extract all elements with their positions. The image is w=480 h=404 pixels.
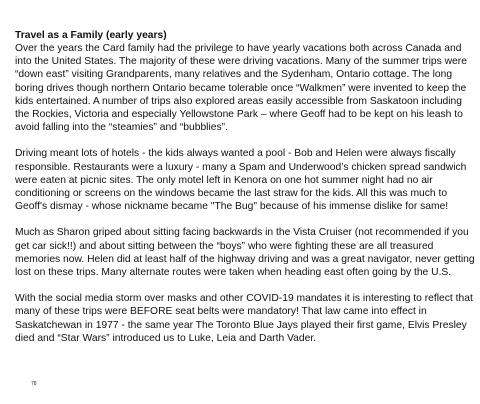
text-line: “down east” visiting Grandparents, many relatives and the Sydenham, Ontario cottage. The long (15, 69, 453, 81)
text-line: lost on these trips. Many alternate routes were taken when heading east often going by the U.S. (15, 267, 452, 279)
paragraph-1 (15, 42, 475, 134)
paragraph-3 (15, 226, 475, 279)
text-line: Saskatchewan in 1977 - the same year The Toronto Blue Jays played their first game, Elvis Presley (15, 319, 467, 331)
text-line: With the social media storm over masks and other COVID-19 mandates it is interesting to reflect that (15, 293, 473, 305)
text-line: died and “Star Wars” introduced us to Luke, Leia and Darth Vader. (15, 332, 317, 344)
section-heading: Travel as a Family (early years) (15, 30, 167, 41)
text-line: many of these trips were BEFORE seat belts were mandatory! That law came into effect in (15, 306, 427, 318)
text-line: Driving meant lots of hotels - the kids always wanted a pool - Bob and Helen were always fiscally (15, 148, 456, 160)
paragraph-4 (15, 292, 475, 345)
paragraph-2 (15, 147, 475, 213)
text-line: memories now. Helen did at least half of the highway driving and was a great navigator, never getting (15, 253, 475, 265)
text-line: into the United States. The majority of these were driving vacations. Many of the summer trips were (15, 56, 467, 68)
text-line: responsible. Restaurants were a luxury - many a Spam and Underwood’s chicken spread sandwich (15, 161, 467, 173)
text-line: were eaten at picnic sites. The only motel left in Kenora on one hot summer night had no air (15, 174, 433, 186)
text-line: boring drives though northern Ontario became tolerable once “Walkmen” were invented to keep the (15, 82, 467, 94)
text-line: get car sick!!) and about sitting between the “boys” who were fighting these are all treasured (15, 240, 434, 252)
text-line: the Rockies, Victoria and especially Yellowstone Park – where Geoff had to be kept on his leash to (15, 109, 463, 121)
text-line: Geoff's dismay - whose nickname became "The Bug" because of his immense dislike for same! (15, 201, 449, 213)
text-line: kids entertained. A number of trips also explored areas easily accessible from Saskatoon including (15, 95, 463, 107)
page-number: 78 (31, 381, 37, 387)
text-line: Over the years the Card family had the privilege to have yearly vacations both across Canada and (15, 43, 462, 54)
text-line: avoid falling into the “steamies” and “bubblies”. (15, 122, 228, 134)
document-page (15, 29, 475, 358)
text-line: conditioning or screens on the windows became the last straw for the kids. All this was much to (15, 188, 448, 200)
text-line: Much as Sharon griped about sitting facing backwards in the Vista Cruiser (not recommended if you (15, 227, 469, 239)
